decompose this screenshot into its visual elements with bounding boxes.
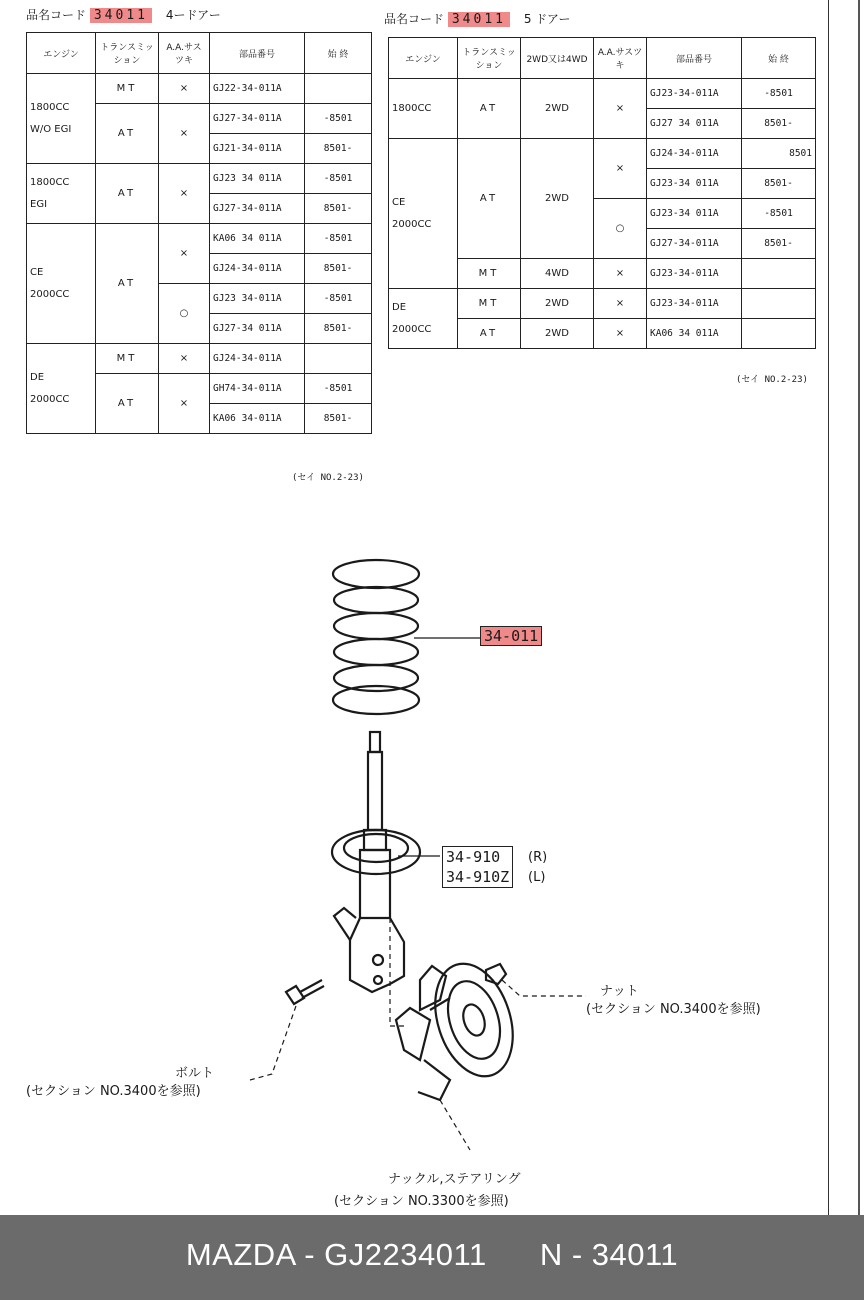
- part-number: GJ24-34-011A: [210, 254, 305, 284]
- col-trans: トランスミッション: [458, 38, 521, 79]
- left-doors: 4ードアー: [165, 8, 221, 22]
- range-cell: -8501: [742, 199, 816, 229]
- trans-cell: AT: [96, 224, 159, 344]
- part-number: KA06 34-011A: [210, 404, 305, 434]
- strut-assembly-diagram: [0, 540, 864, 1215]
- footer-code: N - 34011: [539, 1237, 679, 1272]
- range-cell: 8501-: [305, 314, 372, 344]
- aa-cell: ○: [594, 199, 647, 259]
- table-row: [389, 79, 816, 109]
- range-cell: -8501: [305, 224, 372, 254]
- range-cell: 8501: [742, 139, 816, 169]
- aa-cell: ×: [594, 139, 647, 199]
- table-row: [27, 74, 372, 104]
- range-cell: 8501-: [742, 229, 816, 259]
- part-number: KA06 34 011A: [210, 224, 305, 254]
- range-cell: 8501-: [305, 194, 372, 224]
- drive-cell: 2WD: [521, 139, 594, 259]
- aa-cell: ×: [594, 259, 647, 289]
- range-cell: 8501-: [742, 169, 816, 199]
- part-number: GJ27-34-011A: [210, 104, 305, 134]
- footer-text: [0, 1237, 864, 1273]
- left-code-highlight: 34011: [90, 8, 152, 23]
- strut-shock-icon: [332, 732, 420, 992]
- engine-cell: 1800CC EGI: [27, 164, 96, 224]
- knuckle-ref: (セクション NO.3300を参照): [334, 1194, 509, 1209]
- part-number: GJ23-34 011A: [647, 199, 742, 229]
- col-part: 部品番号: [647, 38, 742, 79]
- engine-cell: DE 2000CC: [27, 344, 96, 434]
- right-ref: (セイ NO.2-23): [736, 375, 808, 385]
- part-number: GJ27-34-011A: [210, 194, 305, 224]
- col-engine: エンジン: [27, 33, 96, 74]
- right-header: [384, 10, 571, 27]
- trans-cell: MT: [96, 74, 159, 104]
- range-cell: [742, 289, 816, 319]
- trans-cell: MT: [458, 259, 521, 289]
- steering-knuckle-icon: [396, 954, 526, 1100]
- col-trans: トランスミッション: [96, 33, 159, 74]
- bolt-label: ボルト: [175, 1066, 215, 1081]
- trans-cell: AT: [458, 319, 521, 349]
- strut-part-code-left: 34-910Z: [446, 868, 510, 886]
- strut-sides: (R) (L): [528, 850, 548, 885]
- engine-cell: CE 2000CC: [27, 224, 96, 344]
- strut-part-codes: [442, 846, 513, 888]
- range-cell: 8501-: [305, 134, 372, 164]
- left-header: [26, 6, 221, 23]
- bolt-icon: [286, 980, 324, 1004]
- drive-cell: 4WD: [521, 259, 594, 289]
- part-number: KA06 34 011A: [647, 319, 742, 349]
- trans-cell: MT: [96, 344, 159, 374]
- aa-cell: ×: [594, 319, 647, 349]
- range-cell: [742, 319, 816, 349]
- range-cell: [305, 344, 372, 374]
- part-number: GH74-34-011A: [210, 374, 305, 404]
- left-parts-table: [26, 32, 372, 434]
- range-cell: -8501: [305, 164, 372, 194]
- right-parts-table: [388, 37, 816, 349]
- aa-cell: ×: [159, 74, 210, 104]
- range-cell: [305, 74, 372, 104]
- table-row: [27, 344, 372, 374]
- col-part: 部品番号: [210, 33, 305, 74]
- nut-label: ナット: [600, 984, 639, 999]
- part-number: GJ27-34-011A: [647, 229, 742, 259]
- trans-cell: AT: [458, 139, 521, 259]
- trans-cell: AT: [458, 79, 521, 139]
- aa-cell: ×: [159, 164, 210, 224]
- table-row: [27, 224, 372, 254]
- range-cell: -8501: [742, 79, 816, 109]
- engine-cell: 1800CC: [389, 79, 458, 139]
- right-doors: 5 ドアー: [523, 12, 571, 26]
- part-number: GJ24-34-011A: [210, 344, 305, 374]
- trans-cell: MT: [458, 289, 521, 319]
- footer-brand-part: MAZDA - GJ2234011: [185, 1237, 487, 1272]
- part-number: GJ23 34 011A: [210, 164, 305, 194]
- col-aa: A.A.サスツキ: [594, 38, 647, 79]
- table-row: [389, 139, 816, 169]
- part-number: GJ22-34-011A: [210, 74, 305, 104]
- range-cell: -8501: [305, 374, 372, 404]
- part-number: GJ23-34-011A: [647, 259, 742, 289]
- aa-cell: ×: [594, 289, 647, 319]
- aa-cell: ○: [159, 284, 210, 344]
- range-cell: -8501: [305, 284, 372, 314]
- left-code-label: 品名コード: [26, 8, 87, 22]
- part-number: GJ21-34-011A: [210, 134, 305, 164]
- table-row: [27, 164, 372, 194]
- aa-cell: ×: [159, 104, 210, 164]
- drive-cell: 2WD: [521, 319, 594, 349]
- trans-cell: AT: [96, 374, 159, 434]
- engine-cell: DE 2000CC: [389, 289, 458, 349]
- coil-spring-icon: [333, 560, 419, 714]
- part-number: GJ23-34-011A: [647, 289, 742, 319]
- nut-ref: (セクション NO.3400を参照): [586, 1002, 761, 1017]
- range-cell: -8501: [305, 104, 372, 134]
- trans-cell: AT: [96, 164, 159, 224]
- drive-cell: 2WD: [521, 79, 594, 139]
- part-number: GJ23-34-011A: [647, 79, 742, 109]
- aa-cell: ×: [159, 224, 210, 284]
- left-ref: (セイ NO.2-23): [292, 473, 364, 483]
- footer-bar: [0, 1215, 864, 1300]
- col-range: 始 終: [305, 33, 372, 74]
- part-number: GJ27 34 011A: [647, 109, 742, 139]
- trans-cell: AT: [96, 104, 159, 164]
- bolt-ref: (セクション NO.3400を参照): [26, 1084, 201, 1099]
- col-aa: A.A.サスツキ: [159, 33, 210, 74]
- part-number: GJ23 34-011A: [210, 284, 305, 314]
- right-code-highlight: 34011: [448, 12, 510, 27]
- col-drive: 2WD又は4WD: [521, 38, 594, 79]
- range-cell: 8501-: [742, 109, 816, 139]
- engine-cell: 1800CC W/O EGI: [27, 74, 96, 164]
- table-row: [389, 289, 816, 319]
- spring-part-code: 34-011: [480, 626, 542, 646]
- range-cell: [742, 259, 816, 289]
- drive-cell: 2WD: [521, 289, 594, 319]
- aa-cell: ×: [594, 79, 647, 139]
- aa-cell: ×: [159, 374, 210, 434]
- knuckle-label: ナックル,ステアリング: [388, 1172, 521, 1187]
- strut-part-code-right: 34-910: [446, 848, 501, 866]
- part-number: GJ27-34 011A: [210, 314, 305, 344]
- right-code-label: 品名コード: [384, 12, 445, 26]
- col-engine: エンジン: [389, 38, 458, 79]
- engine-cell: CE 2000CC: [389, 139, 458, 289]
- range-cell: 8501-: [305, 254, 372, 284]
- part-number: GJ23-34 011A: [647, 169, 742, 199]
- range-cell: 8501-: [305, 404, 372, 434]
- aa-cell: ×: [159, 344, 210, 374]
- part-number: GJ24-34-011A: [647, 139, 742, 169]
- col-range: 始 終: [742, 38, 816, 79]
